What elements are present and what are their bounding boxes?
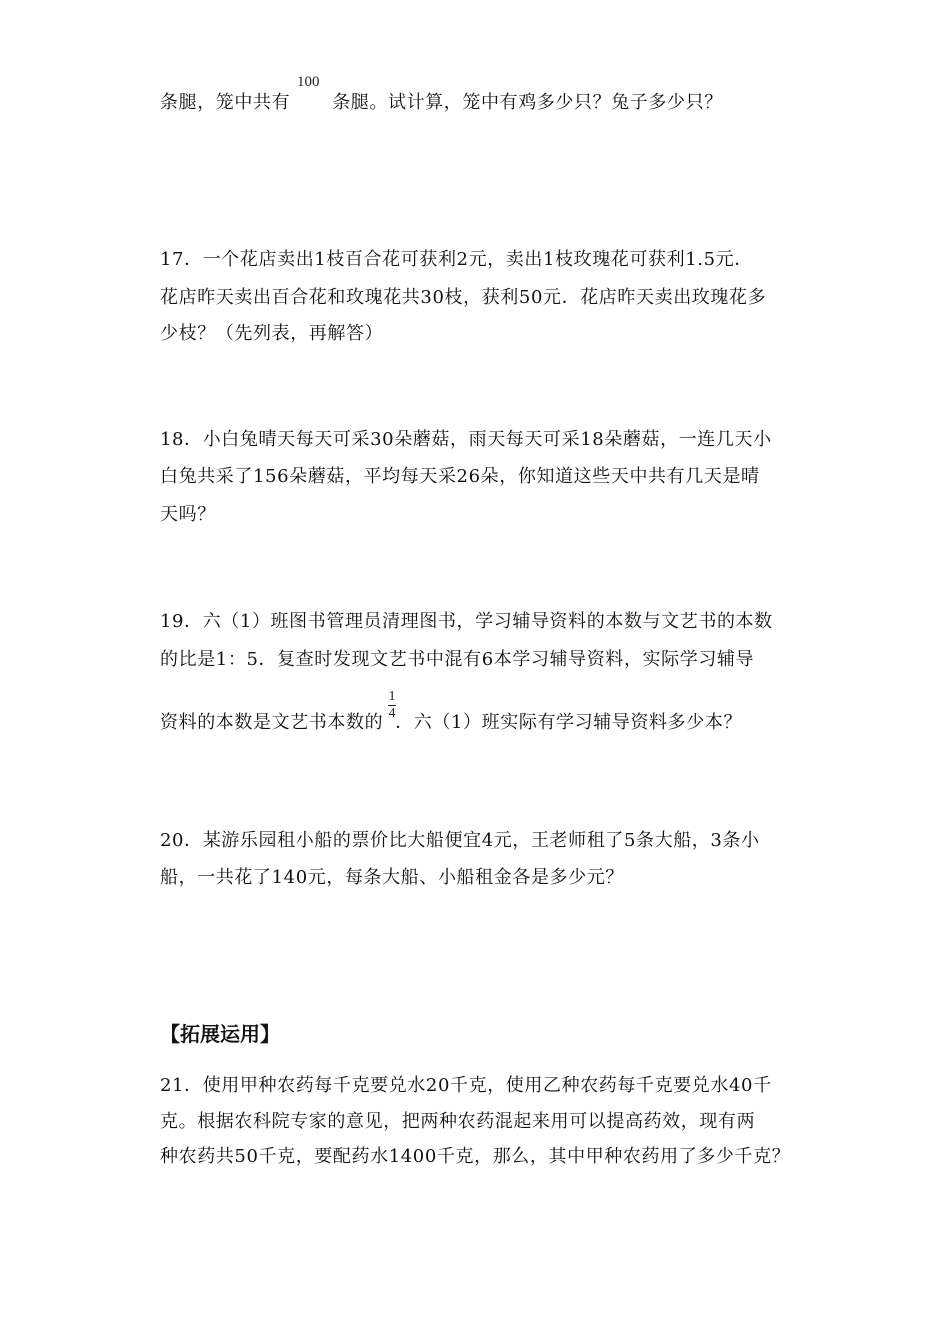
- q19-line-2: 的比是1：5．复查时发现文艺书中混有6本学习辅导资料，实际学习辅导: [160, 649, 755, 670]
- q20-line-2: 船，一共花了140元，每条大船、小船租金各是多少元？: [160, 867, 624, 888]
- q19-line-3: [160, 708, 742, 734]
- q21-line-2: 克。根据农科院专家的意见，把两种农药混起来用可以提高药效，现有两: [160, 1111, 756, 1132]
- fraction-denominator: 4: [388, 706, 396, 721]
- q18-line-3: 天吗？: [160, 504, 216, 525]
- q18-line-2: 白兔共采了156朵蘑菇，平均每天采26朵，你知道这些天中共有几天是晴: [160, 466, 760, 487]
- q17-line-3: 少枝？（先列表，再解答）: [160, 323, 384, 344]
- q19-line-3-before: 资料的本数是文艺书本数的: [160, 712, 384, 733]
- superscript-number: 100: [297, 74, 320, 90]
- q21-line-1: 21．使用甲种农药每千克要兑水20千克，使用乙种农药每千克要兑水40千: [160, 1075, 772, 1096]
- q19-line-3-after: ．六（1）班实际有学习辅导资料多少本？: [395, 712, 743, 733]
- fraction-numerator: 1: [388, 689, 396, 704]
- q21-line-3: 种农药共50千克，要配药水1400千克，那么，其中甲种农药用了多少千克？: [160, 1146, 791, 1167]
- text-after: 条腿。试计算，笼中有鸡多少只？兔子多少只？: [332, 92, 723, 113]
- continued-question-line: [160, 88, 723, 114]
- q20-line-1: 20．某游乐园租小船的票价比大船便宜4元，王老师租了5条大船，3条小: [160, 830, 760, 851]
- q19-line-1: 19．六（1）班图书管理员清理图书，学习辅导资料的本数与文艺书的本数: [160, 611, 773, 632]
- q17-line-1: 17．一个花店卖出1枝百合花可获利2元，卖出1枝玫瑰花可获利1.5元．: [160, 249, 753, 270]
- section-heading: 【拓展运用】: [160, 1022, 280, 1046]
- q18-line-1: 18．小白兔晴天每天可采30朵蘑菇，雨天每天可采18朵蘑菇，一连几天小: [160, 429, 772, 450]
- q17-line-2: 花店昨天卖出百合花和玫瑰花共30枝，获利50元．花店昨天卖出玫瑰花多: [160, 287, 767, 308]
- text-before: 条腿，笼中共有: [160, 92, 291, 113]
- fraction-one-quarter: [388, 690, 396, 721]
